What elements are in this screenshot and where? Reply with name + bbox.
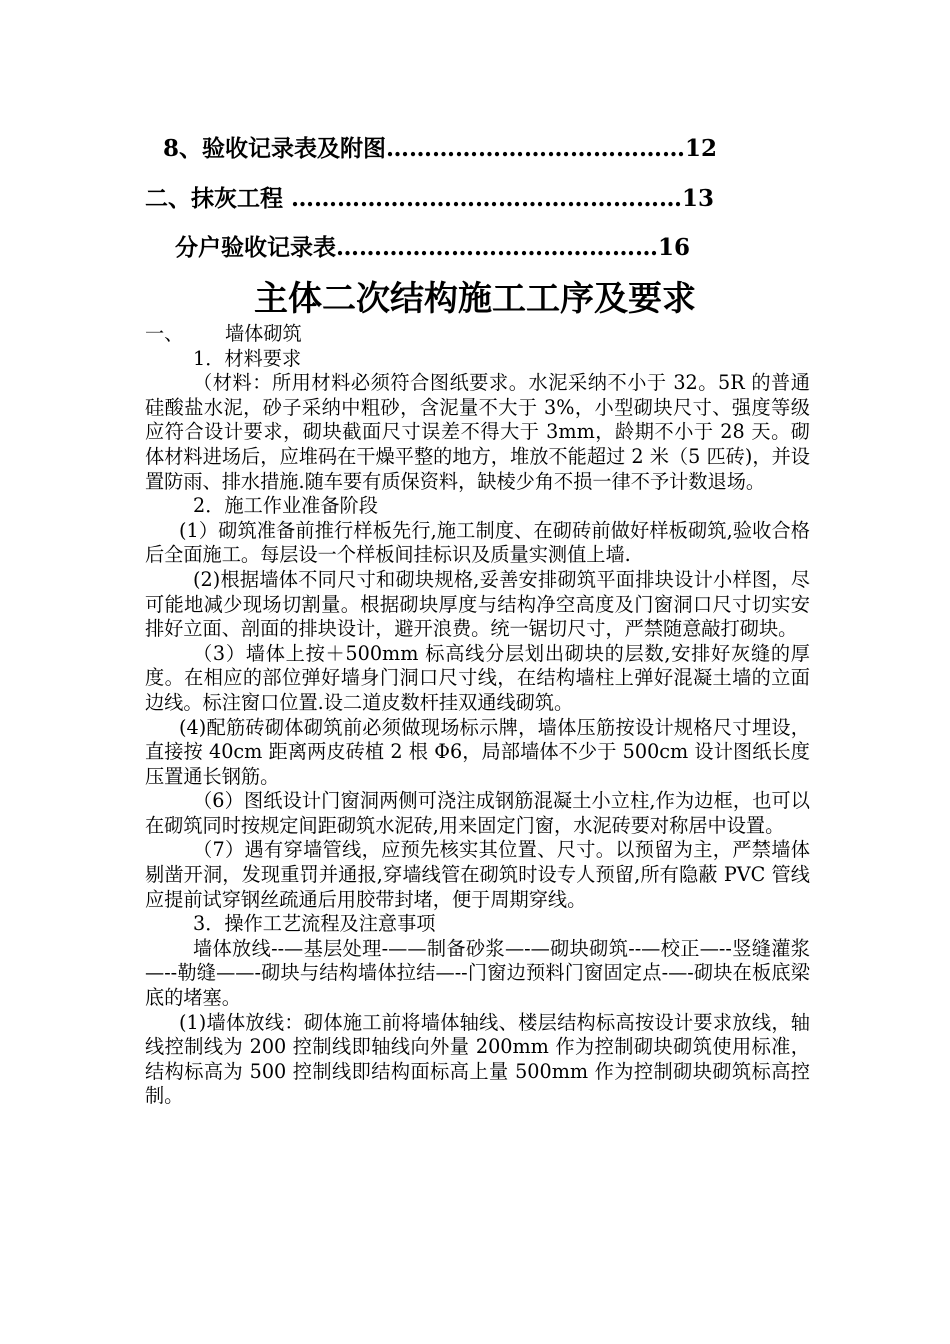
subsection-heading-preparation: 2．施工作业准备阶段 (193, 494, 378, 518)
paragraph-prep-2: (2)根据墙体不同尺寸和砌块规格,妥善安排砌筑平面排块设计小样图，尽可能地减少现场切割量。根据砌块厚度与结构净空高度及门窗洞口尺寸切实安排好立面、剖面的排块设计，避开浪费。统一锯切尺寸，严禁随意敲打砌块。 (145, 567, 810, 641)
paragraph-prep-4: (4)配筋砖砌体砌筑前必须做现场标示牌，墙体压筋按设计规格尺寸埋设，直接按 40cm 距离两皮砖植 2 根 Φ6，局部墙体不少于 500cm 设计图纸长度压置通长钢筋。 (145, 715, 810, 788)
section-label: 墙体砌筑 (225, 322, 302, 345)
paragraph-prep-6: （6）图纸设计门窗洞两侧可浇注成钢筋混凝土小立柱,作为边框，也可以在砌筑同时按规定间距砌筑水泥砖,用来固定门窗，水泥砖要对称居中设置。 (145, 789, 810, 837)
toc-entry-acceptance-records[interactable]: 8、验收记录表及附图…………………………………12 (163, 135, 718, 162)
document-title: 主体二次结构施工工序及要求 (254, 279, 696, 319)
subsection-heading-materials: 1．材料要求 (193, 346, 302, 370)
toc-entry-household-acceptance[interactable]: 分户验收记录表……………………………………16 (175, 234, 691, 261)
paragraph-wall-layout: (1)墙体放线：砌体施工前将墙体轴线、楼层结构标高按设计要求放线，轴线控制线为 200 控制线即轴线向外量 200mm 作为控制砌块砌筑使用标准，结构标高为 500 控制线即结构面标高上量 500mm 作为控制砌块砌筑标高控制。 (145, 1010, 810, 1108)
toc-entry-plastering[interactable]: 二、抹灰工程 ……………………………………………13 (145, 185, 715, 212)
paragraph-prep-3: （3）墙体上按＋500mm 标高线分层划出砌块的层数,安排好灰缝的厚度。在相应的部位弹好墙身门洞口尺寸线，在结构墙柱上弹好混凝土墙的立面边线。标注窗口位置.设二道皮数杆挂双通线砌筑。 (145, 641, 810, 714)
subsection-heading-process: 3．操作工艺流程及注意事项 (193, 912, 436, 936)
document-body (145, 322, 810, 1109)
paragraph-prep-7: （7）遇有穿墙管线，应预先核实其位置、尺寸。以预留为主，严禁墙体剔凿开洞，发现重罚并通报,穿墙线管在砌筑时设专人预留,所有隐蔽 PVC 管线应提前试穿钢丝疏通后用胶带封堵，便于周期穿线。 (145, 838, 810, 911)
paragraph-prep-1: (1）砌筑准备前推行样板先行,施工制度、在砌砖前做好样板砌筑,验收合格后全面施工。每层设一个样板间挂标识及质量实测值上墙. (145, 518, 810, 567)
section-heading (145, 322, 810, 347)
paragraph-process-flow: 墙体放线--—基层处理-——制备砂浆—-—砌块砌筑--—校正—--竖缝灌浆—--勒缝——-砌块与结构墙体拉结—--门窗边预料门窗固定点-—-砌块在板底梁底的堵塞。 (145, 936, 810, 1010)
section-number: 一、 (145, 322, 184, 345)
paragraph-materials: （材料：所用材料必须符合图纸要求。水泥采纳不小于 32。5R 的普通硅酸盐水泥，砂子采纳中粗砂，含泥量不大于 3%，小型砌块尺寸、强度等级应符合设计要求，砌块截面尺寸误差不得大于 3mm，龄期不小于 28 天。砌体材料进场后，应堆码在干燥平整的地方，堆放不能超过 2 米（5 匹砖)，并设置防雨、排水措施.随车要有质保资料，缺棱少角不损一律不予计数退场。 (145, 371, 810, 493)
